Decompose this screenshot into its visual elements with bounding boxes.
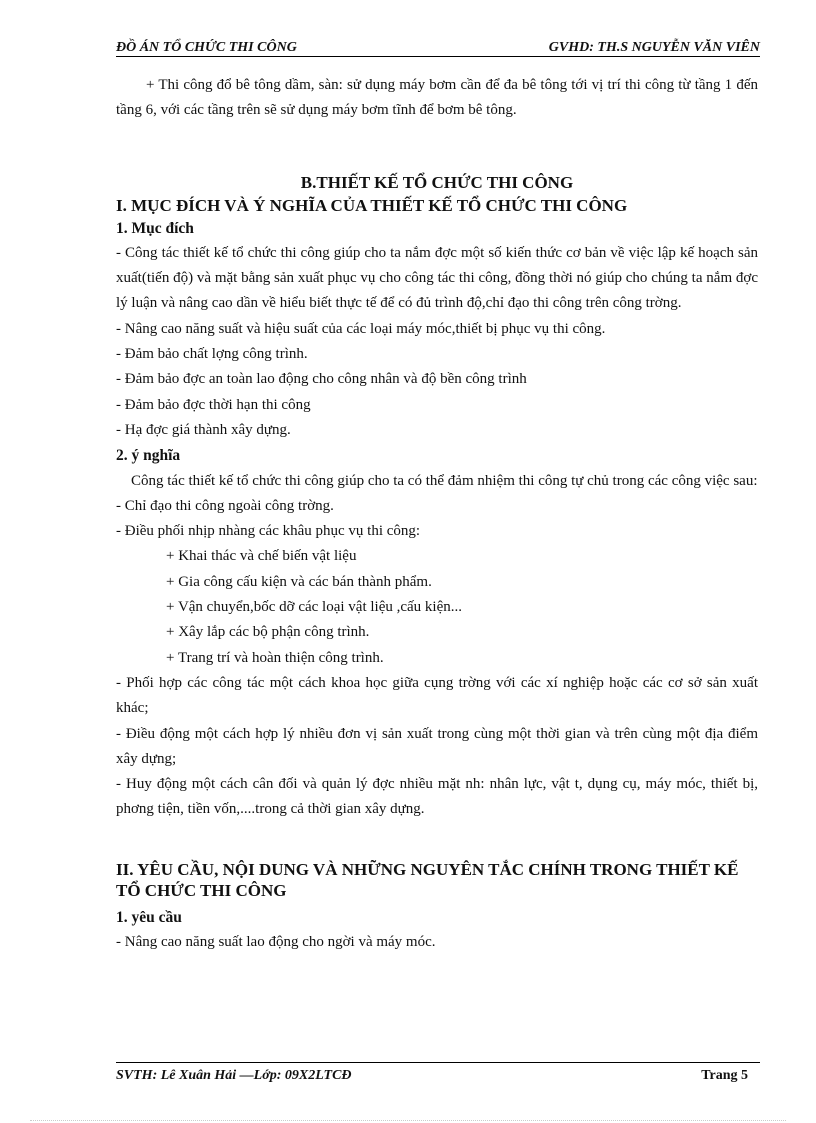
- section-b-title: B.THIẾT KẾ TỔ CHỨC THI CÔNG: [300, 172, 574, 192]
- y-nghia-item: - Huy động một cách cân đối và quản lý đợc nhiều mặt nh: nhân lực, vật t, dụng cụ, máy móc, thiết bị, phơng tiện, tiền vốn,....trong cả thời gian xây dựng.: [116, 776, 758, 818]
- y-nghia-item: - Chỉ đạo thi công ngoài công trờng.: [116, 497, 334, 514]
- yeu-cau-heading: 1. yêu cầu: [116, 908, 182, 926]
- y-nghia-item: - Phối hợp các công tác một cách khoa học giữa cụng trờng với các xí nghiệp hoặc các cơ sở sản xuất khác;: [116, 674, 758, 717]
- muc-dich-heading: 1. Mục đích: [116, 219, 194, 237]
- page-number: Trang 5: [701, 1068, 748, 1083]
- y-nghia-item: - Điều động một cách hợp lý nhiều đơn vị sản xuất trong cùng một thời gian và trên cùng một địa điểm xây dựng;: [116, 725, 758, 767]
- yeu-cau-item: - Nâng cao năng suất lao động cho ngời và máy móc.: [116, 934, 436, 951]
- header-right: GVHD: TH.S NGUYỄN VĂN VIÊN: [548, 40, 760, 55]
- y-nghia-bullet: + Gia công cấu kiện và các bán thành phẩm.: [166, 573, 432, 590]
- y-nghia-bullet: + Khai thác và chế biến vật liệu: [166, 548, 357, 565]
- y-nghia-heading: 2. ý nghĩa: [116, 447, 181, 465]
- footer-left: SVTH: Lê Xuân Hải —Lớp: 09X2LTCĐ: [116, 1068, 352, 1083]
- y-nghia-bullet: + Xây lắp các bộ phận công trình.: [166, 624, 370, 641]
- muc-dich-item: - Nâng cao năng suất và hiệu suất của các loại máy móc,thiết bị phục vụ thi công.: [116, 320, 606, 337]
- page-footer: [116, 1062, 760, 1085]
- y-nghia-item: - Điều phối nhịp nhàng các khâu phục vụ thi công:: [116, 523, 421, 540]
- y-nghia-bullet: + Vận chuyển,bốc dỡ các loại vật liệu ,cấu kiện...: [166, 599, 463, 616]
- muc-dich-item: - Đảm bảo chất lợng công trình.: [116, 346, 308, 363]
- part2-title: II. YÊU CẦU, NỘI DUNG VÀ NHỮNG NGUYÊN TẮC CHÍNH TRONG THIẾT KẾ TỔ CHỨC THI CÔNG: [116, 859, 739, 900]
- muc-dich-item: - Đảm bảo đợc an toàn lao động cho công nhân và độ bền công trình: [116, 371, 527, 388]
- y-nghia-bullet: + Trang trí và hoàn thiện công trình.: [166, 649, 384, 666]
- muc-dich-item: - Đảm bảo đợc thời hạn thi công: [116, 396, 311, 413]
- part1-title: I. MỤC ĐÍCH VÀ Ý NGHĨA CỦA THIẾT KẾ TỔ CHỨC THI CÔNG: [116, 195, 628, 215]
- bottom-divider: [30, 1120, 786, 1121]
- header-left: ĐỒ ÁN TỔ CHỨC THI CÔNG: [116, 40, 297, 55]
- muc-dich-item: - Công tác thiết kế tổ chức thi công giúp cho ta nắm đợc một số kiến thức cơ bản về việc lập kế hoạch sản xuất(tiến độ) và mặt bằng sản xuất phục vụ cho công tác thi công, đồng thời nó giúp cho chúng ta nắm đợc lý luận và nâng cao dần về hiểu biết thực tế để có đủ trình độ,chỉ đạo thi công trên công trờng.: [116, 244, 758, 312]
- page-body: [116, 73, 758, 955]
- muc-dich-item: - Hạ đợc giá thành xây dựng.: [116, 421, 291, 438]
- page-header: [116, 40, 760, 57]
- y-nghia-intro: Công tác thiết kế tổ chức thi công giúp cho ta có thể đảm nhiệm thi công tự chủ trong các công việc sau:: [131, 472, 758, 489]
- intro-paragraph: + Thi công đổ bê tông dầm, sàn: sử dụng máy bơm cần để đa bê tông tới vị trí thi công từ tầng 1 đến tầng 6, với các tầng trên sẽ sử dụng máy bơm tĩnh để bơm bê tông.: [116, 77, 758, 119]
